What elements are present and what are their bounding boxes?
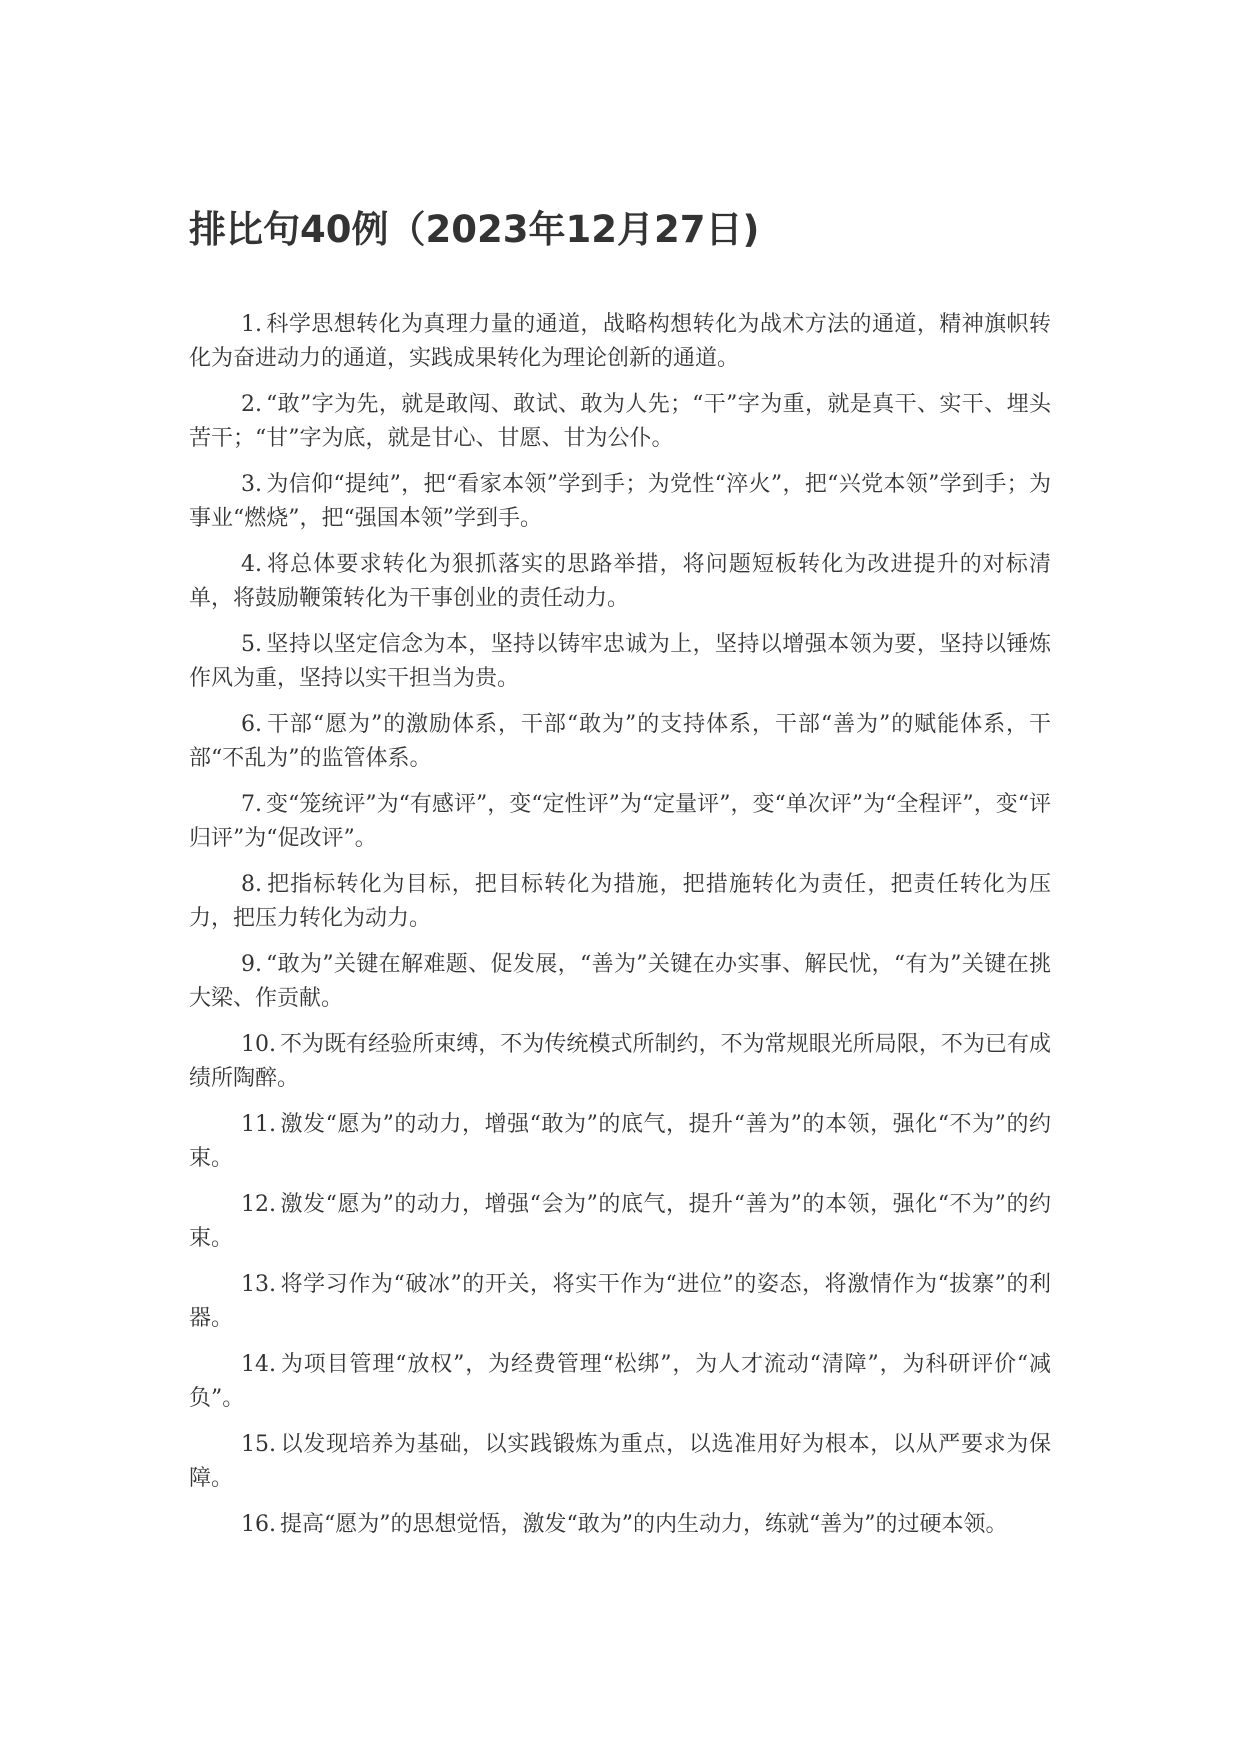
item-text: 为信仰“提纯”，把“看家本领”学到手；为党性“淬火”，把“兴党本领”学到手；为事业“燃烧”，把“强国本领”学到手。: [189, 472, 1051, 531]
item-text: 不为既有经验所束缚，不为传统模式所制约，不为常规眼光所局限，不为已有成绩所陶醉。: [189, 1032, 1051, 1091]
item-number: 5.: [241, 632, 262, 657]
item-text: 干部“愿为”的激励体系，干部“敢为”的支持体系，干部“善为”的赋能体系，干部“不乱为”的监管体系。: [189, 712, 1051, 771]
item-number: 2.: [241, 392, 262, 417]
page-title: 排比句40例（2023年12月27日): [189, 208, 760, 251]
item-text: 为项目管理“放权”，为经费管理“松绑”，为人才流动“清障”，为科研评价“减负”。: [189, 1352, 1051, 1411]
item-number: 4.: [241, 552, 262, 577]
item-text: 以发现培养为基础，以实践锻炼为重点，以选准用好为根本，以从严要求为保障。: [189, 1432, 1051, 1491]
item-number: 3.: [241, 472, 262, 497]
item-text: 提高“愿为”的思想觉悟，激发“敢为”的内生动力，练就“善为”的过硬本领。: [280, 1512, 1008, 1537]
list-item: [189, 868, 1051, 936]
list-item: [189, 1188, 1051, 1256]
list-item: [189, 628, 1051, 696]
list-item: [189, 1428, 1051, 1496]
item-number: 15.: [241, 1432, 276, 1457]
item-text: 将学习作为“破冰”的开关，将实干作为“进位”的姿态，将激情作为“拔寨”的利器。: [189, 1272, 1051, 1331]
item-text: 科学思想转化为真理力量的通道，战略构想转化为战术方法的通道，精神旗帜转化为奋进动力的通道，实践成果转化为理论创新的通道。: [189, 312, 1051, 371]
item-number: 6.: [241, 712, 262, 737]
list-item: [189, 308, 1051, 376]
item-number: 10.: [241, 1032, 276, 1057]
list-item: [189, 1108, 1051, 1176]
paragraph-list: [189, 308, 1051, 1554]
list-item: [189, 1028, 1051, 1096]
item-text: “敢为”关键在解难题、促发展，“善为”关键在办实事、解民忧，“有为”关键在挑大梁、作贡献。: [189, 952, 1051, 1011]
list-item: [189, 708, 1051, 776]
list-item: [189, 1268, 1051, 1336]
item-text: 变“笼统评”为“有感评”，变“定性评”为“定量评”，变“单次评”为“全程评”，变“评归评”为“促改评”。: [189, 792, 1051, 851]
item-number: 7.: [241, 792, 262, 817]
item-number: 13.: [241, 1272, 276, 1297]
item-number: 1.: [241, 312, 262, 337]
list-item: [189, 388, 1051, 456]
list-item: [189, 1348, 1051, 1416]
item-text: 激发“愿为”的动力，增强“会为”的底气，提升“善为”的本领，强化“不为”的约束。: [189, 1192, 1051, 1251]
list-item: [189, 468, 1051, 536]
item-text: 坚持以坚定信念为本，坚持以铸牢忠诚为上，坚持以增强本领为要，坚持以锤炼作风为重，坚持以实干担当为贵。: [189, 632, 1051, 691]
list-item: [189, 548, 1051, 616]
item-text: 将总体要求转化为狠抓落实的思路举措，将问题短板转化为改进提升的对标清单，将鼓励鞭策转化为干事创业的责任动力。: [189, 552, 1051, 611]
item-number: 16.: [241, 1512, 276, 1537]
item-text: “敢”字为先，就是敢闯、敢试、敢为人先；“干”字为重，就是真干、实干、埋头苦干；“甘”字为底，就是甘心、甘愿、甘为公仆。: [189, 392, 1051, 451]
item-text: 把指标转化为目标，把目标转化为措施，把措施转化为责任，把责任转化为压力，把压力转化为动力。: [189, 872, 1051, 931]
item-number: 8.: [241, 872, 262, 897]
item-number: 11.: [241, 1112, 276, 1137]
list-item: [189, 788, 1051, 856]
item-number: 14.: [241, 1352, 276, 1377]
item-number: 9.: [241, 952, 262, 977]
list-item: [189, 1508, 1051, 1542]
item-number: 12.: [241, 1192, 276, 1217]
item-text: 激发“愿为”的动力，增强“敢为”的底气，提升“善为”的本领，强化“不为”的约束。: [189, 1112, 1051, 1171]
list-item: [189, 948, 1051, 1016]
